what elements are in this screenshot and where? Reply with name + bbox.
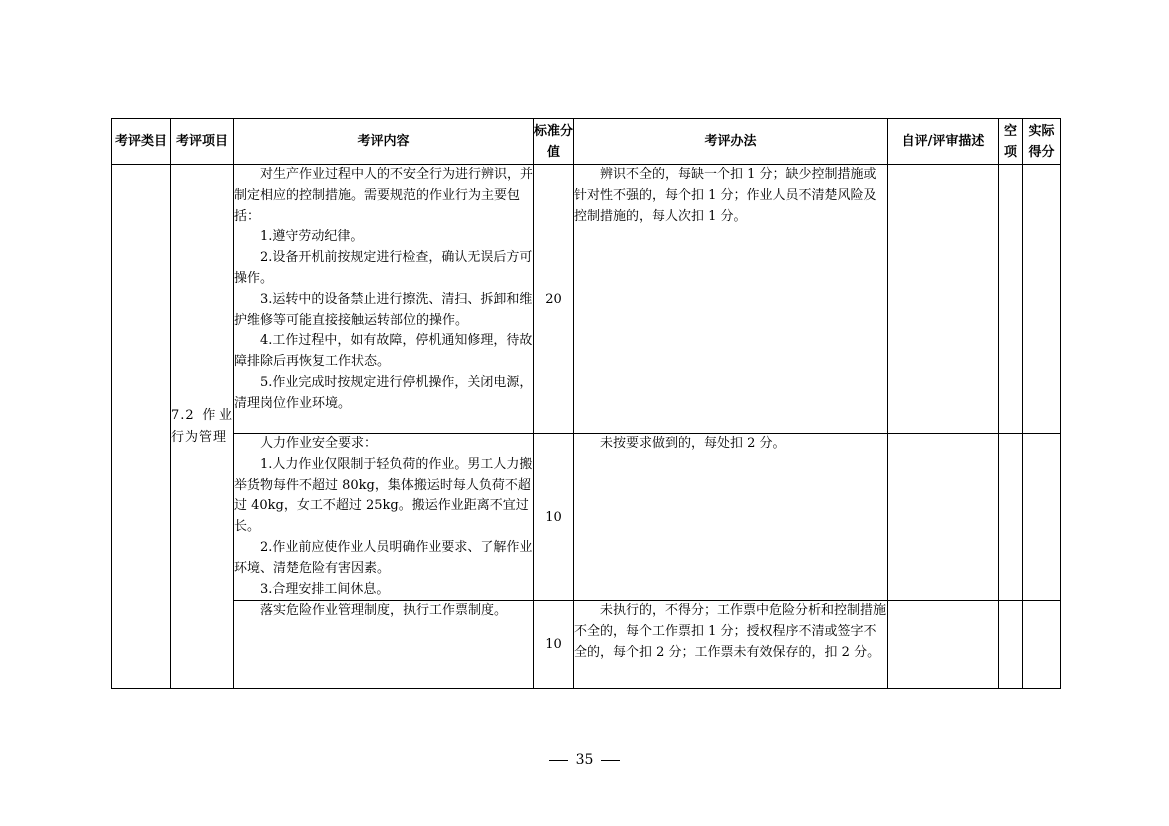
content-paragraph: 2.设备开机前按规定进行检查，确认无误后方可操作。 xyxy=(234,250,533,286)
content-paragraph: 落实危险作业管理制度，执行工作票制度。 xyxy=(260,603,508,619)
method-cell xyxy=(574,434,888,601)
method-text: 未执行的，不得分；工作票中危险分析和控制措施不全的，每个工作票扣 1 分；授权程序不清或签字不全的，每个扣 2 分；工作票未有效保存的，扣 2 分。 xyxy=(574,603,887,660)
score-cell: 10 xyxy=(534,434,574,601)
content-paragraph: 1.遵守劳动纪律。 xyxy=(260,229,364,245)
content-paragraph: 4.工作过程中，如有故障，停机通知修理，待故障排除后再恢复工作状态。 xyxy=(234,333,533,370)
header-method: 考评办法 xyxy=(574,119,888,165)
content-paragraph: 1.人力作业仅限制于轻负荷的作业。男工人力搬举货物每件不超过 80kg，集体搬运时每人负荷不超过 40kg，女工不超过 25kg。搬运作业距离不宜过长。 xyxy=(234,456,533,535)
empty-item-cell xyxy=(999,601,1023,689)
content-paragraph: 3.合理安排工间休息。 xyxy=(260,581,390,597)
content-paragraph: 2.作业前应使作业人员明确作业要求、了解作业环境、清楚危险有害因素。 xyxy=(234,539,533,576)
item-cell: 7.2 作业行为管理 xyxy=(171,165,234,689)
content-cell xyxy=(234,601,534,689)
header-actual: 实际得分 xyxy=(1023,119,1061,165)
actual-score-cell xyxy=(1023,434,1061,601)
content-paragraph: 3.运转中的设备禁止进行擦洗、清扫、拆卸和维护维修等可能直接接触运转部位的操作。 xyxy=(234,291,533,328)
score-cell: 20 xyxy=(534,165,574,434)
dash-left xyxy=(549,760,568,761)
header-empty: 空项 xyxy=(999,119,1023,165)
self-eval-cell xyxy=(888,165,999,434)
content-cell xyxy=(234,165,534,434)
header-item: 考评项目 xyxy=(171,119,234,165)
table-row xyxy=(112,601,1061,689)
actual-score-cell xyxy=(1023,601,1061,689)
header-category: 考评类目 xyxy=(112,119,171,165)
table-row xyxy=(112,165,1061,434)
method-text: 辨识不全的，每缺一个扣 1 分；缺少控制措施或针对性不强的，每个扣 1 分；作业人员不清楚风险及控制措施的，每人次扣 1 分。 xyxy=(574,167,877,224)
empty-item-cell xyxy=(999,434,1023,601)
table-row xyxy=(112,434,1061,601)
self-eval-cell xyxy=(888,601,999,689)
page-number-value: 35 xyxy=(575,752,594,768)
actual-score-cell xyxy=(1023,165,1061,434)
category-cell xyxy=(112,165,171,689)
content-paragraph: 5.作业完成时按规定进行停机操作，关闭电源，清理岗位作业环境。 xyxy=(234,374,533,411)
empty-item-cell xyxy=(999,165,1023,434)
content-cell xyxy=(234,434,534,601)
method-cell xyxy=(574,601,888,689)
header-score: 标准分值 xyxy=(534,119,574,165)
evaluation-table xyxy=(111,118,1061,689)
method-text: 未按要求做到的，每处扣 2 分。 xyxy=(600,436,786,451)
content-paragraph: 对生产作业过程中人的不安全行为进行辨识，并制定相应的控制措施。需要规范的作业行为主要包括： xyxy=(234,167,534,224)
header-self-eval: 自评/评审描述 xyxy=(888,119,999,165)
header-row xyxy=(112,119,1061,165)
header-content: 考评内容 xyxy=(234,119,534,165)
content-paragraph: 人力作业安全要求： xyxy=(260,436,378,451)
dash-right xyxy=(601,760,620,761)
score-cell: 10 xyxy=(534,601,574,689)
page-number xyxy=(0,752,1169,768)
self-eval-cell xyxy=(888,434,999,601)
method-cell xyxy=(574,165,888,434)
